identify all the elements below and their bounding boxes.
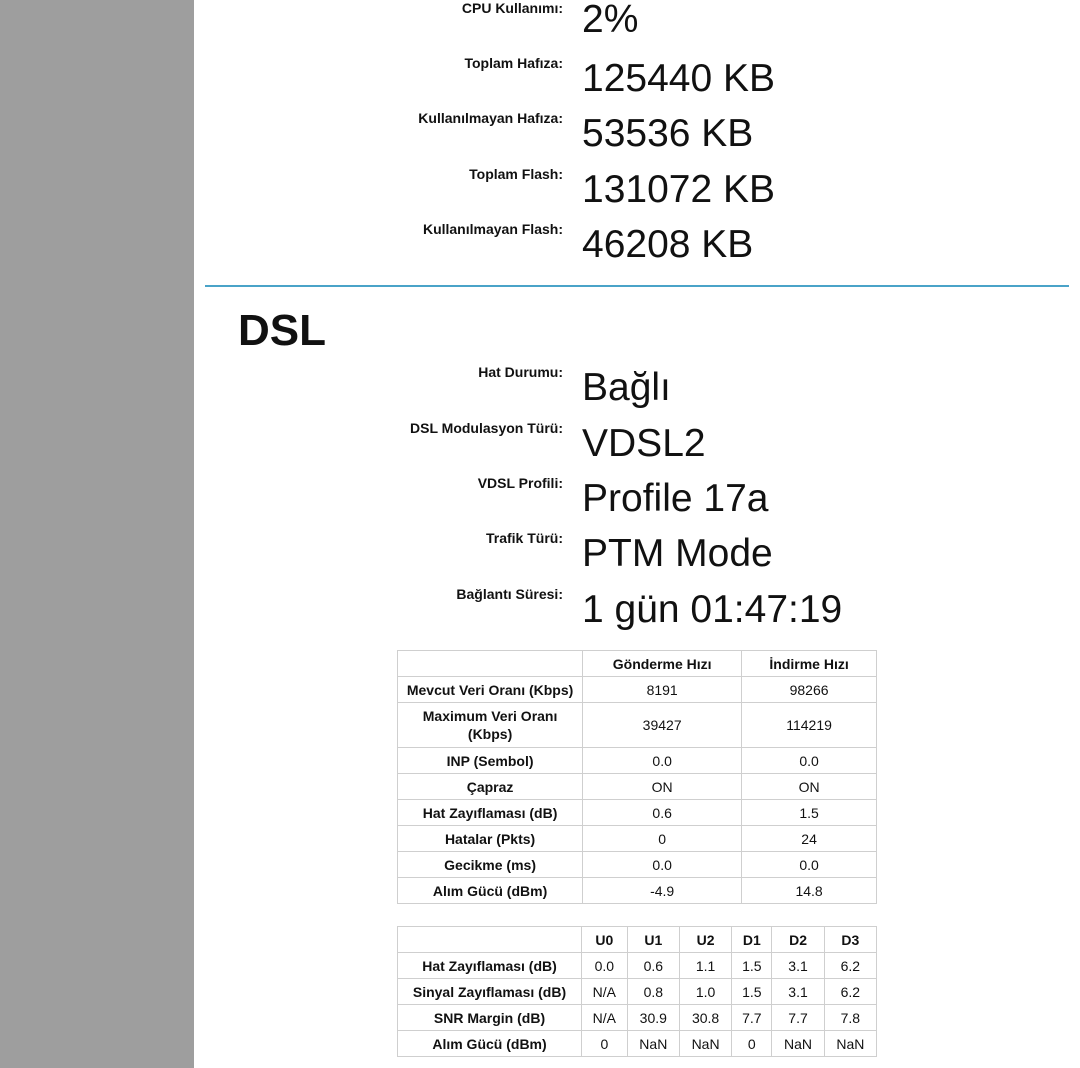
kv-value: 2% bbox=[582, 0, 639, 41]
dsl-rate-table bbox=[397, 650, 877, 904]
table-cell: 6.2 bbox=[824, 953, 876, 979]
table-row bbox=[398, 826, 877, 852]
kv-label: Bağlantı Süresi: bbox=[456, 586, 563, 602]
table-cell: N/A bbox=[582, 979, 628, 1005]
kv-value: VDSL2 bbox=[582, 422, 706, 465]
section-title-dsl: DSL bbox=[238, 306, 326, 355]
table-row bbox=[398, 774, 877, 800]
table-cell: 3.1 bbox=[772, 979, 824, 1005]
table-cell: 1.1 bbox=[679, 953, 731, 979]
table-header-row bbox=[398, 927, 877, 953]
table-cell: NaN bbox=[824, 1031, 876, 1057]
kv-label: Trafik Türü: bbox=[485, 530, 563, 546]
kv-label: CPU Kullanımı: bbox=[461, 0, 563, 16]
table-cell: N/A bbox=[582, 1005, 628, 1031]
table-row bbox=[398, 953, 877, 979]
table-cell: NaN bbox=[772, 1031, 824, 1057]
table-cell: 0.8 bbox=[627, 979, 679, 1005]
table-cell: 0.0 bbox=[583, 852, 742, 878]
kv-value: Profile 17a bbox=[582, 477, 769, 520]
table-cell: 1.0 bbox=[679, 979, 731, 1005]
row-header: SNR Margin (dB) bbox=[398, 1005, 582, 1031]
kv-label: Kullanılmayan Flash: bbox=[422, 221, 563, 237]
table-cell: 1.5 bbox=[732, 979, 772, 1005]
table-row bbox=[398, 677, 877, 703]
table-cell: 0.0 bbox=[582, 953, 628, 979]
table-cell: 0 bbox=[732, 1031, 772, 1057]
kv-label: Hat Durumu: bbox=[478, 364, 563, 380]
kv-traffic-type bbox=[194, 530, 1080, 584]
kv-label: DSL Modulasyon Türü: bbox=[410, 420, 563, 436]
table-row bbox=[398, 1005, 877, 1031]
table-row bbox=[398, 703, 877, 748]
table-cell: ON bbox=[583, 774, 742, 800]
table-row bbox=[398, 979, 877, 1005]
table-row bbox=[398, 878, 877, 904]
left-sidebar bbox=[0, 0, 194, 1068]
table-cell: 98266 bbox=[742, 677, 877, 703]
table-cell: 1.5 bbox=[742, 800, 877, 826]
table-header-cell: U1 bbox=[627, 927, 679, 953]
kv-label: Kullanılmayan Hafıza: bbox=[418, 110, 563, 126]
kv-free-memory bbox=[194, 110, 1080, 164]
table-cell: 0.0 bbox=[742, 748, 877, 774]
row-header: Hat Zayıflaması (dB) bbox=[398, 953, 582, 979]
row-header: Hatalar (Pkts) bbox=[398, 826, 583, 852]
dsl-band-table bbox=[397, 926, 877, 1057]
table-cell: -4.9 bbox=[583, 878, 742, 904]
row-header: INP (Sembol) bbox=[398, 748, 583, 774]
kv-total-flash bbox=[194, 166, 1080, 220]
kv-label: Toplam Hafıza: bbox=[464, 55, 563, 71]
table-header-cell: İndirme Hızı bbox=[742, 651, 877, 677]
kv-value: 46208 KB bbox=[582, 223, 754, 266]
table-header-cell bbox=[398, 651, 583, 677]
table-header-row bbox=[398, 651, 877, 677]
table-header-cell: Gönderme Hızı bbox=[583, 651, 742, 677]
kv-label: Toplam Flash: bbox=[469, 166, 563, 182]
kv-free-flash bbox=[194, 221, 1080, 275]
table-cell: 7.8 bbox=[824, 1005, 876, 1031]
table-cell: 0.0 bbox=[742, 852, 877, 878]
table-cell: 114219 bbox=[742, 703, 877, 748]
row-header: Maximum Veri Oranı (Kbps) bbox=[398, 703, 583, 748]
table-cell: 7.7 bbox=[732, 1005, 772, 1031]
row-header: Gecikme (ms) bbox=[398, 852, 583, 878]
table-cell: 14.8 bbox=[742, 878, 877, 904]
table-cell: 1.5 bbox=[732, 953, 772, 979]
table-cell: 24 bbox=[742, 826, 877, 852]
table-cell: 0.6 bbox=[583, 800, 742, 826]
table-cell: 39427 bbox=[583, 703, 742, 748]
kv-total-memory bbox=[194, 55, 1080, 109]
table-header-cell: D1 bbox=[732, 927, 772, 953]
table-row bbox=[398, 800, 877, 826]
table-cell: 0 bbox=[583, 826, 742, 852]
kv-cpu-usage bbox=[194, 0, 1080, 54]
table-header-cell: U0 bbox=[582, 927, 628, 953]
table-row bbox=[398, 852, 877, 878]
kv-label: VDSL Profili: bbox=[477, 475, 563, 491]
table-row bbox=[398, 748, 877, 774]
kv-value: 53536 KB bbox=[582, 112, 754, 155]
table-cell: 30.8 bbox=[679, 1005, 731, 1031]
main-content bbox=[194, 0, 1080, 1068]
kv-value: 131072 KB bbox=[582, 168, 776, 211]
table-cell: 30.9 bbox=[627, 1005, 679, 1031]
kv-line-status bbox=[194, 364, 1080, 418]
row-header: Alım Gücü (dBm) bbox=[398, 878, 583, 904]
table-row bbox=[398, 1031, 877, 1057]
table-header-cell bbox=[398, 927, 582, 953]
table-cell: 8191 bbox=[583, 677, 742, 703]
row-header: Hat Zayıflaması (dB) bbox=[398, 800, 583, 826]
table-cell: 7.7 bbox=[772, 1005, 824, 1031]
table-header-cell: D3 bbox=[824, 927, 876, 953]
table-cell: 6.2 bbox=[824, 979, 876, 1005]
kv-modulation-type bbox=[194, 420, 1080, 474]
row-header: Mevcut Veri Oranı (Kbps) bbox=[398, 677, 583, 703]
kv-value: 125440 KB bbox=[582, 57, 776, 100]
row-header: Sinyal Zayıflaması (dB) bbox=[398, 979, 582, 1005]
row-header: Çapraz bbox=[398, 774, 583, 800]
kv-value: PTM Mode bbox=[582, 532, 773, 575]
row-header: Alım Gücü (dBm) bbox=[398, 1031, 582, 1057]
table-cell: 3.1 bbox=[772, 953, 824, 979]
kv-vdsl-profile bbox=[194, 475, 1080, 529]
table-cell: 0.6 bbox=[627, 953, 679, 979]
kv-value: 1 gün 01:47:19 bbox=[582, 588, 843, 631]
table-cell: 0.0 bbox=[583, 748, 742, 774]
table-header-cell: D2 bbox=[772, 927, 824, 953]
kv-connection-time bbox=[194, 586, 1080, 640]
table-cell: 0 bbox=[582, 1031, 628, 1057]
table-header-cell: U2 bbox=[679, 927, 731, 953]
kv-value: Bağlı bbox=[582, 366, 671, 409]
table-cell: NaN bbox=[627, 1031, 679, 1057]
table-cell: NaN bbox=[679, 1031, 731, 1057]
section-divider bbox=[205, 285, 1069, 287]
table-cell: ON bbox=[742, 774, 877, 800]
